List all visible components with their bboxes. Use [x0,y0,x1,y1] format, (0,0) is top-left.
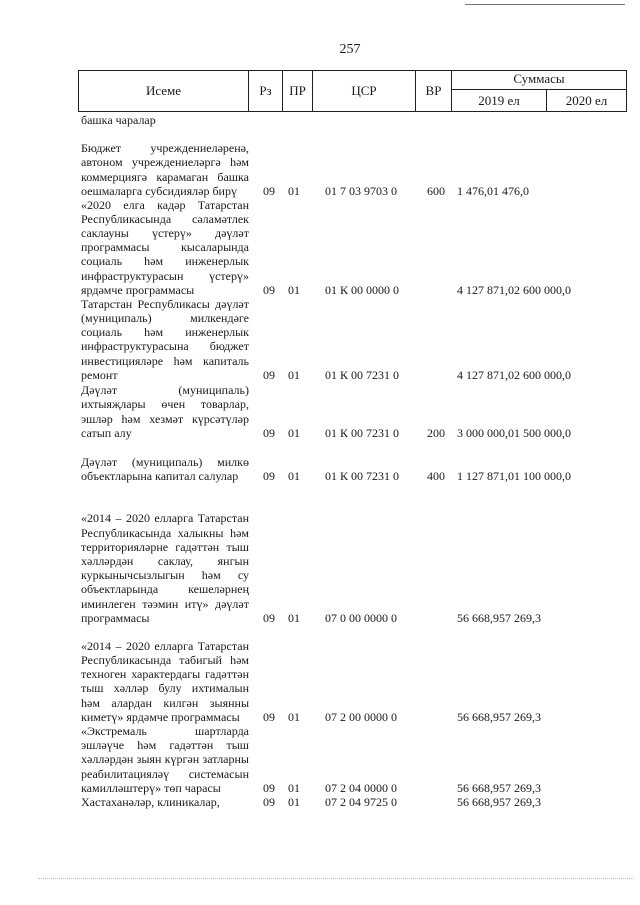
row-2019: 56 668,9 [457,794,499,809]
header-name: Исеме [78,70,248,112]
header-2019: 2019 ел [451,89,546,112]
row-rz: 09 [263,794,275,809]
row-2019: 1 127 871,0 [457,468,514,483]
row-2019: 4 127 871,0 [457,367,514,382]
row-vr: 400 [427,468,445,483]
row-pr: 01 [288,610,300,625]
row-csr: 01 К 00 7231 0 [325,468,400,483]
row-rz: 09 [263,425,275,440]
table-row [81,198,636,297]
header-2020: 2020 ел [546,89,627,112]
row-csr: 01 К 00 7231 0 [325,425,400,440]
row-2020: 2 600 000,0 [514,367,571,382]
table-row [81,127,636,198]
row-2020: 57 269,3 [499,794,541,809]
row-2019: 56 668,9 [457,709,499,724]
row-name: «2020 елга кадәр Татарстан Республикасында сәламәтлек саклауны үстерү» дәүләт программасы кысаларында социаль һәм инженерлык инфраструктурасын үстерү» ярдәмче программасы [81,197,249,297]
page-number: 257 [339,42,361,57]
row-pr: 01 [288,282,300,297]
row-2020: 57 269,3 [499,780,541,795]
row-pr: 01 [288,367,300,382]
row-pr: 01 [288,183,300,198]
row-2019: 56 668,9 [457,780,499,795]
row-2020: 1 500 000,0 [514,425,571,440]
table-row [81,483,636,625]
row-name: «2014 – 2020 елларга Татарстан Республикасында халыкны һәм территорияләрне гадәттән тыш хәлләрдән саклау, янгын куркынычсызлыгын һәм су объектларында кешеләрнең иминлеген тәэмин итү» дәүләт программасы [81,511,249,625]
row-csr: 07 0 00 0000 0 [325,610,397,625]
row-rz: 09 [263,183,275,198]
row-rz: 09 [263,709,275,724]
row-name: «Экстремаль шартларда эшләүче һәм гадәттән тыш хәлләрдән зыян күргән затларны реабилитацияләү системасын камилләштерү» төп чарасы [81,723,249,795]
row-rz: 09 [263,282,275,297]
row-name: Дәүләт (муниципаль) ихтыяҗлары өчен товарлар, эшләр һәм хезмәт күрсәтүләр сатып алу [81,383,249,440]
row-2020: 2 600 000,0 [514,282,571,297]
table-row [81,113,636,127]
row-name: башка чаралар [81,112,156,127]
row-2020: 57 269,3 [499,610,541,625]
header-pr: ПР [282,70,312,112]
row-pr: 01 [288,709,300,724]
row-rz: 09 [263,780,275,795]
header-rz: Рз [248,70,282,112]
row-csr: 01 7 03 9703 0 [325,183,397,198]
row-2019: 4 127 871,0 [457,282,514,297]
row-pr: 01 [288,468,300,483]
row-pr: 01 [288,780,300,795]
row-name: Дәүләт (муниципаль) милкө объектларына капитал салулар [81,454,249,483]
row-csr: 01 К 00 7231 0 [325,367,400,382]
scan-edge [38,878,634,879]
row-rz: 09 [263,610,275,625]
row-name: Бюджет учреждениеләренә, автоном учреждениеләргә һәм коммерциягә карамаган башка оешмаларга субсидияләр бирү [81,141,249,198]
table-row [81,440,636,483]
table-row [81,382,636,440]
table-row [81,724,636,795]
row-csr: 07 2 04 0000 0 [325,780,397,795]
row-rz: 09 [263,367,275,382]
top-rule [465,4,625,5]
row-2020: 1 476,0 [493,183,529,198]
row-vr: 200 [427,425,445,440]
table-body [81,113,636,809]
header-vr: ВР [415,70,451,112]
row-vr: 600 [427,183,445,198]
row-name: Татарстан Республикасы дәүләт (муниципаль) милкендәге социаль һәм инженерлык инфраструктурасына бюджет инвестицияләре һәм капиталь ремонт [81,296,249,382]
header-sums: Суммасы [451,70,627,89]
row-2019: 1 476,0 [457,183,493,198]
row-pr: 01 [288,794,300,809]
row-2020: 57 269,3 [499,709,541,724]
row-csr: 07 2 04 9725 0 [325,794,397,809]
row-name: «2014 – 2020 елларга Татарстан Республикасында табигый һәм техноген характердагы гадәттән тыш хәлләр булу ихтималын һәм алардан килгән зыянны киметү» ярдәмче программасы [81,638,249,724]
row-2019: 3 000 000,0 [457,425,514,440]
row-rz: 09 [263,468,275,483]
table-row [81,795,636,809]
row-pr: 01 [288,425,300,440]
row-2019: 56 668,9 [457,610,499,625]
header-csr: ЦСР [312,70,415,112]
row-2020: 1 100 000,0 [514,468,571,483]
row-csr: 07 2 00 0000 0 [325,709,397,724]
table-row [81,625,636,724]
table-row [81,297,636,382]
row-csr: 01 К 00 0000 0 [325,282,400,297]
row-name: Хастаханәләр, клиникалар, [81,794,220,809]
table-header [78,70,627,112]
